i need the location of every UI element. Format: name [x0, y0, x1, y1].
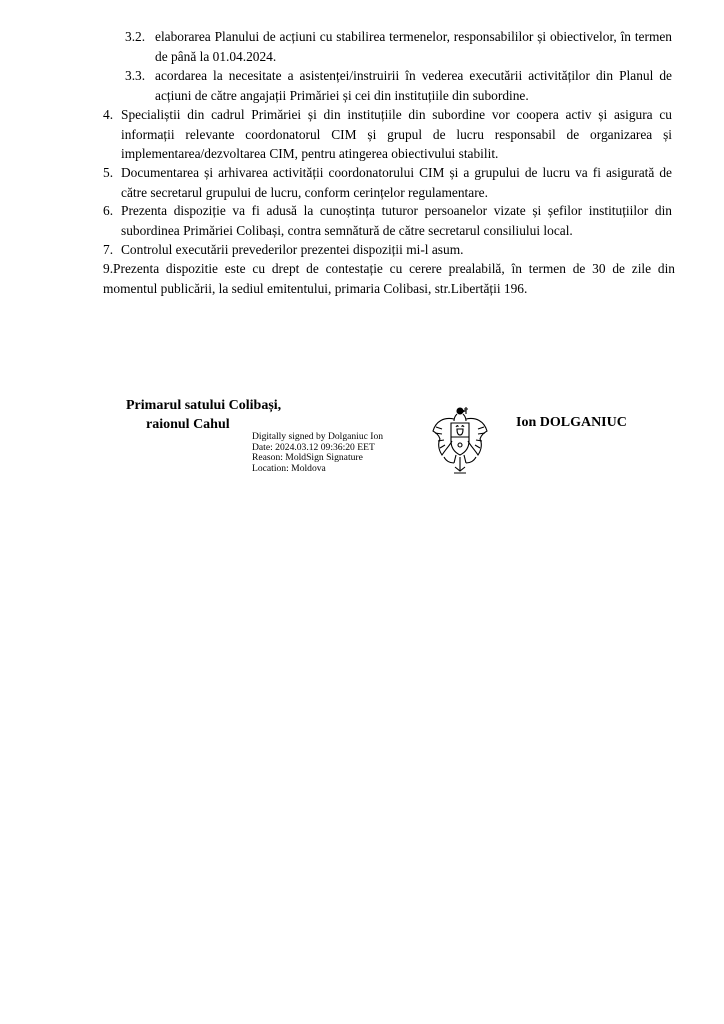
list-item	[125, 27, 672, 66]
item-text: elaborarea Planului de acțiuni cu stabilirea termenelor, responsabililor și obiectivelor, în termen de până la 01.04.2024.	[155, 29, 672, 64]
list-item	[103, 105, 672, 164]
moldova-coat-of-arms-icon	[430, 405, 490, 477]
list-item	[125, 66, 672, 105]
item-text: Prezenta dispoziție va fi adusă la cunoștința tuturor persoanelor vizate și șefilor instituțiilor din subordinea Primăriei Colibași, contra semnătură de către secretarul consiliului local.	[121, 203, 672, 238]
item-number: 3.3.	[125, 68, 146, 83]
digital-signature-block	[252, 432, 383, 474]
item-text: Documentarea și arhivarea activității coordonatorului CIM și a grupului de lucru va fi asigurată de către secretarul grupului de lucru, conform cerințelor regulamentare.	[121, 165, 672, 200]
closing-paragraph: 9.Prezenta dispozitie este cu drept de contestație cu cerere prealabilă, în termen de 30 de zile din momentul publicării, la sediul emitentului, primaria Colibasi, str.Libertății 196.	[103, 261, 675, 296]
item-number: 3.2.	[125, 29, 146, 44]
item-number: 5.	[103, 165, 114, 180]
list-item	[103, 240, 672, 260]
signatory-title-line2: raionul Cahul	[146, 417, 230, 432]
item-number: 6.	[103, 203, 114, 218]
digital-date: Date: 2024.03.12 09:36:20 EET	[252, 441, 375, 453]
list-item	[103, 163, 672, 202]
item-text: Specialiștii din cadrul Primăriei și din instituțiile din subordine vor coopera activ și asigura cu informații relevante coordonatorul CIM și grupul de lucru responsabil de organizarea și implementarea/dezvoltarea CIM, pentru atingerea obiectivului stabilit.	[121, 107, 672, 162]
signatory-title-line1: Primarul satului Colibași,	[126, 398, 282, 413]
signatory-title	[126, 396, 281, 434]
digital-location: Location: Moldova	[252, 462, 326, 474]
digital-reason: Reason: MoldSign Signature	[252, 452, 363, 464]
list-item	[103, 201, 672, 240]
digital-signed-by: Digitally signed by Dolganiuc Ion	[252, 431, 384, 442]
signatory-name: Ion DOLGANIUC	[516, 415, 627, 430]
item-number: 4.	[103, 107, 114, 122]
item-number: 7.	[103, 242, 114, 257]
item-text: Controlul executării prevederilor prezentei dispoziții mi-l asum.	[121, 242, 464, 257]
item-text: acordarea la necesitate a asistenței/instruirii în vederea executării activităților din Planul de acțiuni de către angajații Primăriei și cei din instituțiile din subordine.	[155, 68, 672, 103]
